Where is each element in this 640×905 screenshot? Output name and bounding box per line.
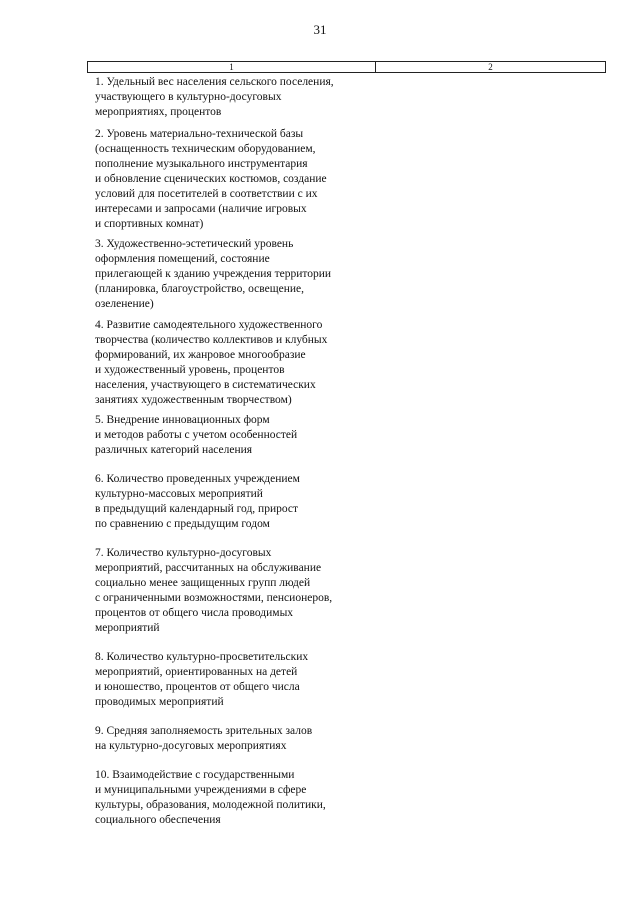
table-header (87, 61, 606, 73)
column-header-1: 1 (88, 62, 376, 72)
criterion-5: 5. Внедрение инновационных форм и методов работы с учетом особенностей различных категорий населения (95, 414, 298, 456)
page-number: 31 (313, 22, 327, 37)
criterion-3: 3. Художественно-эстетический уровень оформления помещений, состояние прилегающей к зданию учреждения территории (планировка, благоустройство, освещение, озеленение) (95, 238, 332, 310)
criterion-8: 8. Количество культурно-просветительских мероприятий, ориентированных на детей и юношество, процентов от общего числа проводимых мероприятий (95, 651, 309, 708)
criterion-1: 1. Удельный вес населения сельского поселения, участвующего в культурно-досуговых мероприятиях, процентов (95, 76, 334, 118)
criterion-4: 4. Развитие самодеятельного художественного творчества (количество коллективов и клубных формирований, их жанровое многообразие и художественный уровень, процентов населения, участвующего в систематических занятиях художественным творчеством) (95, 319, 328, 406)
criterion-9: 9. Средняя заполняемость зрительных залов на культурно-досуговых мероприятиях (95, 725, 313, 752)
criterion-6: 6. Количество проведенных учреждением культурно-массовых мероприятий в предыдущий календарный год, прирост по сравнению с предыдущим годом (95, 473, 300, 530)
criterion-7: 7. Количество культурно-досуговых мероприятий, рассчитанных на обслуживание социально менее защищенных групп людей с ограниченными возможностями, пенсионеров, процентов от общего числа проводимых мероприятий (95, 547, 333, 634)
criterion-2: 2. Уровень материально-технической базы (оснащенность техническим оборудованием, пополнение музыкального инструментария и обновление сценических костюмов, создание условий для посетителей в соответствии с их интересами и запросами (наличие игровых и спортивных комнат) (95, 128, 327, 230)
column-header-2: 2 (488, 62, 493, 72)
criterion-10: 10. Взаимодействие с государственными и муниципальными учреждениями в сфере культуры, образования, молодежной политики, социального обеспечения (95, 769, 326, 826)
